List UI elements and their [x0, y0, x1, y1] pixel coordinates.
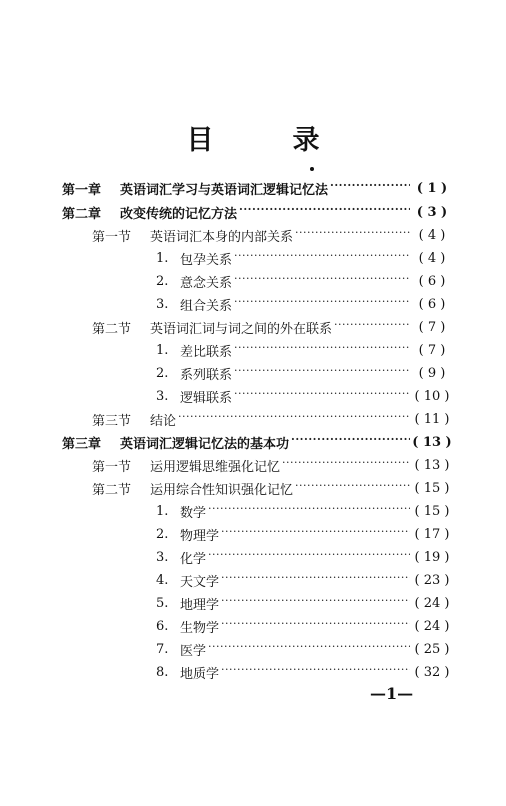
toc-entry-section[interactable] [92, 455, 452, 475]
leader-dots [234, 340, 410, 360]
toc-entry-number: 第一节 [92, 229, 132, 245]
toc-entry-item[interactable] [156, 386, 452, 406]
toc-entry-number: 第三章 [62, 436, 102, 452]
toc-entry-label: 英语词汇词与词之间的外在联系 [150, 321, 333, 337]
toc-entry-label: 化学 [180, 551, 207, 567]
leader-dots [208, 639, 410, 659]
toc-entry-page: ( 32 ) [414, 664, 450, 680]
leader-dots [234, 363, 410, 383]
toc-entry-label: 数学 [180, 505, 207, 521]
toc-entry-label: 差比联系 [180, 344, 233, 360]
toc-entry-number: 第一章 [62, 182, 102, 198]
leader-dots [234, 271, 410, 291]
toc-entry-label: 地质学 [180, 666, 220, 682]
toc-entry-number: 第二章 [62, 206, 102, 222]
toc-entry-item[interactable] [156, 340, 452, 360]
toc-entry-number: 6. [156, 618, 169, 634]
toc-entry-page: ( 15 ) [414, 503, 450, 519]
toc-entry-page: ( 17 ) [414, 526, 450, 542]
toc-entry-number: 2. [156, 273, 169, 289]
leader-dots [221, 616, 410, 636]
toc-entry-label: 系列联系 [180, 367, 233, 383]
toc-entry-item[interactable] [156, 639, 452, 659]
toc-entry-chapter-1[interactable] [62, 178, 452, 198]
toc-entry-section[interactable] [92, 478, 452, 498]
toc-entry-number: 8. [156, 664, 169, 680]
leader-dots [291, 432, 410, 452]
toc-entry-page: ( 13 ) [414, 457, 450, 473]
leader-dots [282, 455, 410, 475]
toc-entry-item[interactable] [156, 616, 452, 636]
toc-entry-number: 2. [156, 526, 169, 542]
toc-entry-number: 1. [156, 503, 169, 519]
toc-entry-page: ( 24 ) [414, 595, 450, 611]
toc-entry-label: 英语词汇学习与英语词汇逻辑记忆法 [120, 182, 329, 198]
toc-entry-number: 7. [156, 641, 169, 657]
leader-dots [221, 593, 410, 613]
toc-entry-chapter-3[interactable] [62, 432, 452, 452]
toc-entry-number: 3. [156, 549, 169, 565]
leader-dots [208, 547, 410, 567]
toc-entry-number: 第三节 [92, 413, 132, 429]
toc-entry-number: 3. [156, 296, 169, 312]
toc-entry-item[interactable] [156, 248, 452, 268]
toc-entry-label: 物理学 [180, 528, 220, 544]
page-number: —1— [370, 684, 414, 703]
toc-entry-label: 逻辑联系 [180, 390, 233, 406]
leader-dots [178, 409, 410, 429]
toc-entry-label: 包孕关系 [180, 252, 233, 268]
toc-entry-label: 结论 [150, 413, 177, 429]
toc-entry-number: 第二节 [92, 482, 132, 498]
page-title: 目 录 [186, 125, 346, 156]
leader-dots [234, 248, 410, 268]
toc-entry-page: ( 1 ) [416, 180, 448, 196]
toc-entry-label: 运用综合性知识强化记忆 [150, 482, 294, 498]
toc-entry-item[interactable] [156, 547, 452, 567]
toc-entry-item[interactable] [156, 662, 452, 682]
toc-entry-number: 第二节 [92, 321, 132, 337]
toc-entry-label: 改变传统的记忆方法 [120, 206, 238, 222]
toc-entry-number: 2. [156, 365, 169, 381]
toc-entry-label: 医学 [180, 643, 207, 659]
title-dot [310, 167, 314, 171]
toc-entry-page: ( 11 ) [414, 411, 450, 427]
toc-entry-page: ( 7 ) [418, 319, 446, 335]
toc-entry-page: ( 6 ) [418, 296, 446, 312]
toc-entry-section[interactable] [92, 225, 452, 245]
toc-entry-label: 意念关系 [180, 275, 233, 291]
leader-dots [334, 317, 410, 337]
toc-entry-item[interactable] [156, 593, 452, 613]
toc-entry-page: ( 13 ) [412, 434, 452, 450]
toc-entry-item[interactable] [156, 524, 452, 544]
leader-dots [234, 386, 410, 406]
toc-entry-page: ( 9 ) [418, 365, 446, 381]
toc-entry-page: ( 19 ) [414, 549, 450, 565]
toc-entry-chapter-2[interactable] [62, 202, 452, 222]
toc-entry-number: 1. [156, 250, 169, 266]
leader-dots [234, 294, 410, 314]
toc-entry-page: ( 10 ) [414, 388, 450, 404]
toc-entry-page: ( 24 ) [414, 618, 450, 634]
toc-entry-item[interactable] [156, 294, 452, 314]
toc-entry-page: ( 6 ) [418, 273, 446, 289]
toc-entry-section[interactable] [92, 409, 452, 429]
toc-entry-number: 5. [156, 595, 169, 611]
leader-dots [221, 524, 410, 544]
toc-entry-item[interactable] [156, 501, 452, 521]
leader-dots [239, 202, 410, 222]
toc-entry-page: ( 7 ) [418, 342, 446, 358]
leader-dots [221, 662, 410, 682]
toc-entry-label: 英语词汇逻辑记忆法的基本功 [120, 436, 290, 452]
toc-entry-page: ( 23 ) [414, 572, 450, 588]
toc-entry-page: ( 3 ) [416, 204, 448, 220]
toc-entry-label: 英语词汇本身的内部关系 [150, 229, 294, 245]
toc-entry-number: 3. [156, 388, 169, 404]
toc-entry-page: ( 4 ) [418, 250, 446, 266]
leader-dots [330, 178, 410, 198]
toc-entry-item[interactable] [156, 570, 452, 590]
toc-entry-page: ( 15 ) [414, 480, 450, 496]
leader-dots [295, 478, 410, 498]
toc-entry-number: 4. [156, 572, 169, 588]
leader-dots [221, 570, 410, 590]
toc-entry-number: 第一节 [92, 459, 132, 475]
toc-entry-page: ( 4 ) [418, 227, 446, 243]
toc-entry-label: 运用逻辑思维强化记忆 [150, 459, 281, 475]
toc-entry-label: 天文学 [180, 574, 220, 590]
toc-entry-label: 地理学 [180, 597, 220, 613]
toc-entry-label: 组合关系 [180, 298, 233, 314]
toc-entry-number: 1. [156, 342, 169, 358]
leader-dots [295, 225, 410, 245]
toc-entry-item[interactable] [156, 271, 452, 291]
leader-dots [208, 501, 410, 521]
toc-entry-section[interactable] [92, 317, 452, 337]
toc-entry-item[interactable] [156, 363, 452, 383]
toc-entry-label: 生物学 [180, 620, 220, 636]
toc-entry-page: ( 25 ) [414, 641, 450, 657]
